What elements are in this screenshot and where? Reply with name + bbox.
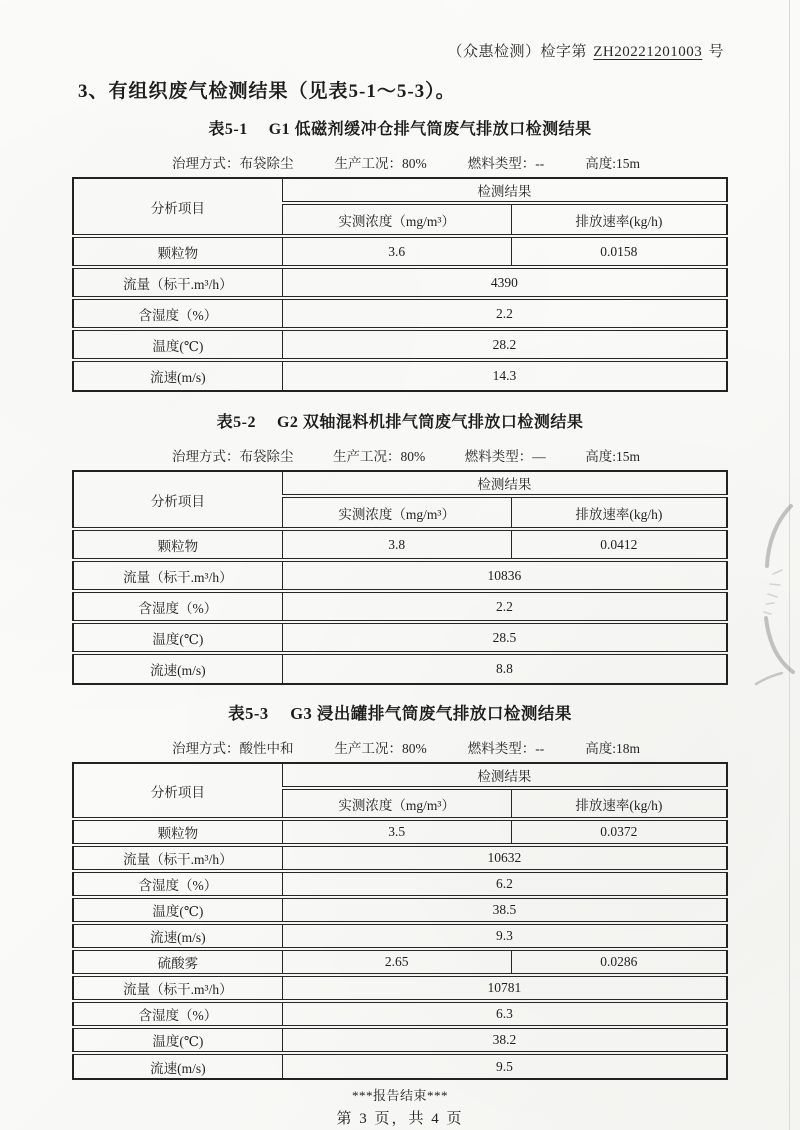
row-value-cell: 38.2 bbox=[282, 1027, 727, 1053]
row-label-cell: 温度(℃) bbox=[73, 622, 282, 653]
meta-treatment: 治理方式：布袋除尘 bbox=[172, 156, 294, 171]
row-value-cell: 8.8 bbox=[282, 653, 727, 684]
row-concentration-cell: 2.65 bbox=[282, 949, 511, 975]
header-concentration-cell: 实测浓度（mg/m³） bbox=[282, 788, 511, 819]
table-row bbox=[73, 529, 727, 560]
header-concentration-cell: 实测浓度（mg/m³） bbox=[282, 496, 511, 529]
row-concentration-cell: 3.6 bbox=[282, 236, 511, 267]
table-row bbox=[73, 653, 727, 684]
header-result-cell: 检测结果 bbox=[282, 178, 727, 203]
table-5-3-title: 表5-3 G3 浸出罐排气筒废气排放口检测结果 bbox=[228, 704, 572, 723]
row-value-cell: 6.3 bbox=[282, 1001, 727, 1027]
meta-fuel: 燃料类型：-- bbox=[467, 156, 545, 171]
table-row bbox=[73, 975, 727, 1001]
row-label-cell: 流量（标干.m³/h） bbox=[73, 267, 282, 298]
row-value-cell: 28.2 bbox=[282, 329, 727, 360]
header-item-cell: 分析项目 bbox=[73, 178, 282, 236]
row-value-cell: 4390 bbox=[282, 267, 727, 298]
row-label-cell: 流量（标干.m³/h） bbox=[73, 845, 282, 871]
row-label-cell: 含湿度（%） bbox=[73, 871, 282, 897]
doc-number-prefix: （众惠检测）检字第 bbox=[447, 44, 587, 60]
doc-number: ZH20221201003 bbox=[593, 44, 703, 60]
table-row bbox=[73, 1053, 727, 1079]
row-label-cell: 流速(m/s) bbox=[73, 923, 282, 949]
table-block-5-2 bbox=[72, 409, 728, 685]
header-concentration-cell: 实测浓度（mg/m³） bbox=[282, 203, 511, 236]
meta-condition: 生产工况：80% bbox=[334, 156, 427, 171]
table-row bbox=[73, 360, 727, 391]
row-concentration-cell: 3.8 bbox=[282, 529, 511, 560]
table-5-2 bbox=[72, 470, 728, 685]
row-value-cell: 14.3 bbox=[282, 360, 727, 391]
table-5-1 bbox=[72, 177, 728, 392]
header-item-cell: 分析项目 bbox=[73, 763, 282, 819]
table-row bbox=[73, 267, 727, 298]
doc-number-suffix: 号 bbox=[708, 44, 724, 60]
row-rate-cell: 0.0372 bbox=[511, 819, 727, 845]
row-value-cell: 28.5 bbox=[282, 622, 727, 653]
table-row bbox=[73, 236, 727, 267]
row-label-cell: 流速(m/s) bbox=[73, 1053, 282, 1079]
row-label-cell: 含湿度（%） bbox=[73, 298, 282, 329]
header-rate-cell: 排放速率(kg/h) bbox=[511, 203, 727, 236]
row-concentration-cell: 3.5 bbox=[282, 819, 511, 845]
row-label-cell: 颗粒物 bbox=[73, 529, 282, 560]
meta-fuel: 燃料类型：— bbox=[464, 449, 546, 464]
meta-condition: 生产工况：80% bbox=[334, 741, 427, 756]
meta-treatment: 治理方式：布袋除尘 bbox=[172, 449, 294, 464]
header-rate-cell: 排放速率(kg/h) bbox=[511, 496, 727, 529]
table-5-2-title: 表5-2 G2 双轴混料机排气筒废气排放口检测结果 bbox=[216, 414, 584, 431]
row-value-cell: 9.5 bbox=[282, 1053, 727, 1079]
meta-treatment: 治理方式：酸性中和 bbox=[172, 741, 294, 756]
row-label-cell: 含湿度（%） bbox=[73, 591, 282, 622]
meta-height: 高度:18m bbox=[585, 741, 640, 756]
row-label-cell: 流量（标干.m³/h） bbox=[73, 975, 282, 1001]
report-end-mark: ***报告结束*** bbox=[351, 1088, 448, 1103]
table-row bbox=[73, 329, 727, 360]
row-value-cell: 10836 bbox=[282, 560, 727, 591]
row-label-cell: 温度(℃) bbox=[73, 1027, 282, 1053]
row-value-cell: 2.2 bbox=[282, 298, 727, 329]
row-value-cell: 2.2 bbox=[282, 591, 727, 622]
table-row bbox=[73, 949, 727, 975]
row-label-cell: 颗粒物 bbox=[73, 819, 282, 845]
row-value-cell: 6.2 bbox=[282, 871, 727, 897]
table-block-5-3 bbox=[72, 700, 728, 1080]
seal-fragment-icon bbox=[740, 498, 796, 694]
row-value-cell: 10781 bbox=[282, 975, 727, 1001]
page-footer bbox=[72, 1085, 728, 1128]
header-result-cell: 检测结果 bbox=[282, 471, 727, 496]
page-number: 第 3 页，共 4 页 bbox=[336, 1111, 464, 1127]
table-5-3 bbox=[72, 762, 728, 1080]
table-5-3-meta bbox=[72, 737, 728, 757]
row-label-cell: 含湿度（%） bbox=[73, 1001, 282, 1027]
table-block-5-1 bbox=[72, 116, 728, 392]
row-value-cell: 9.3 bbox=[282, 923, 727, 949]
table-row bbox=[73, 819, 727, 845]
table-5-1-meta bbox=[72, 152, 728, 172]
row-label-cell: 颗粒物 bbox=[73, 236, 282, 267]
table-5-2-meta bbox=[72, 445, 728, 465]
header-result-cell: 检测结果 bbox=[282, 763, 727, 788]
table-row bbox=[73, 622, 727, 653]
table-row bbox=[73, 591, 727, 622]
table-row bbox=[73, 1001, 727, 1027]
meta-height: 高度:15m bbox=[585, 449, 640, 464]
header-item-cell: 分析项目 bbox=[73, 471, 282, 529]
table-row bbox=[73, 845, 727, 871]
row-label-cell: 流速(m/s) bbox=[73, 653, 282, 684]
row-value-cell: 38.5 bbox=[282, 897, 727, 923]
table-row bbox=[73, 1027, 727, 1053]
table-5-1-title: 表5-1 G1 低磁剂缓冲仓排气筒废气排放口检测结果 bbox=[208, 121, 592, 138]
row-label-cell: 温度(℃) bbox=[73, 329, 282, 360]
header-rate-cell: 排放速率(kg/h) bbox=[511, 788, 727, 819]
table-row bbox=[73, 897, 727, 923]
meta-condition: 生产工况：80% bbox=[332, 449, 426, 464]
row-rate-cell: 0.0158 bbox=[511, 236, 727, 267]
row-rate-cell: 0.0286 bbox=[511, 949, 727, 975]
doc-header bbox=[0, 0, 800, 61]
meta-height: 高度:15m bbox=[585, 156, 640, 171]
table-row bbox=[73, 560, 727, 591]
meta-fuel: 燃料类型：-- bbox=[467, 741, 545, 756]
table-row bbox=[73, 923, 727, 949]
row-label-cell: 流量（标干.m³/h） bbox=[73, 560, 282, 591]
row-rate-cell: 0.0412 bbox=[511, 529, 727, 560]
table-row bbox=[73, 298, 727, 329]
table-row bbox=[73, 871, 727, 897]
section-title: 3、有组织废气检测结果（见表5-1～5-3）。 bbox=[78, 81, 456, 102]
row-label-cell: 硫酸雾 bbox=[73, 949, 282, 975]
row-label-cell: 流速(m/s) bbox=[73, 360, 282, 391]
row-value-cell: 10632 bbox=[282, 845, 727, 871]
row-label-cell: 温度(℃) bbox=[73, 897, 282, 923]
